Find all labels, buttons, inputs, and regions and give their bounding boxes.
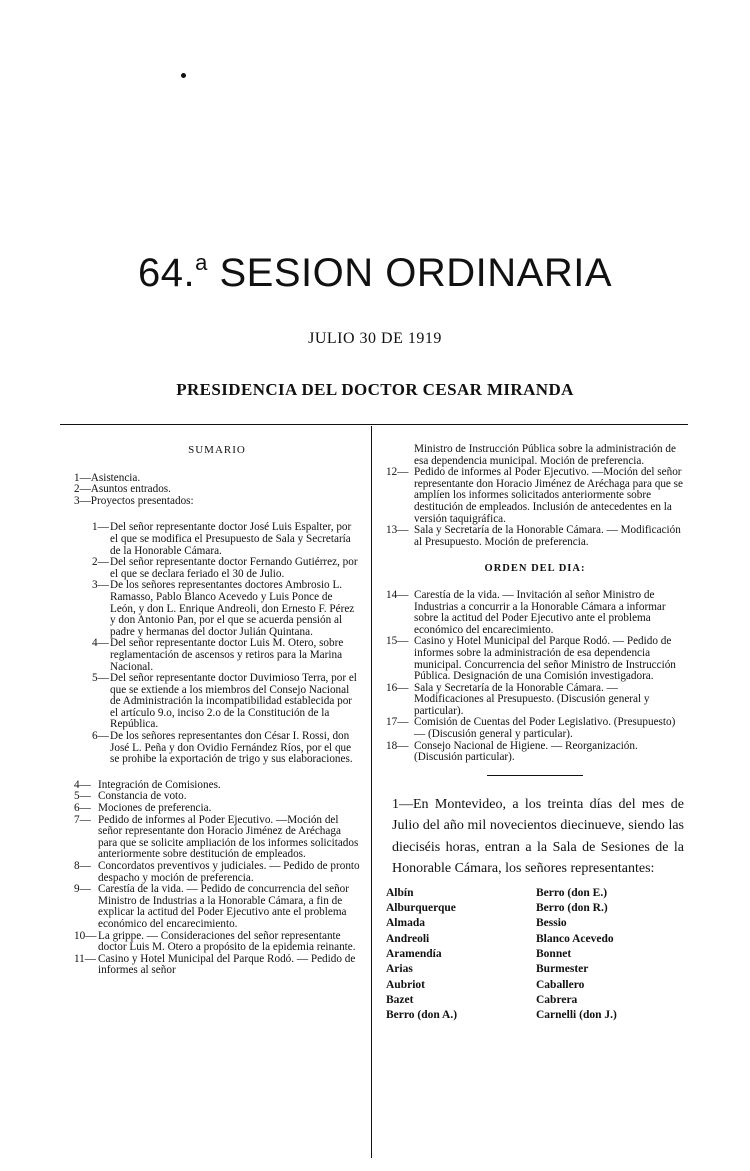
order-of-day-heading: ORDEN DEL DIA:	[484, 563, 586, 575]
session-title	[0, 250, 750, 296]
item-text: Mociones de preferencia.	[98, 802, 212, 815]
item-text: Comisión de Cuentas del Poder Legislativo. (Presupuesto) — (Discusión general y particular).	[414, 716, 676, 741]
attendee-name: Caballero	[536, 978, 585, 991]
order-of-day-list	[386, 590, 684, 764]
item-text: Casino y Hotel Municipal del Parque Rodó. — Pedido de informes sobre la administración de esa dependencia municipal. Concurrencia del señor Ministro de Instrucción Pública. Designación de una Comisión investigadora.	[414, 635, 676, 683]
order-item	[386, 590, 684, 636]
attendee-name: Bessio	[536, 917, 567, 930]
item-number: 12—	[386, 466, 409, 479]
order-item	[386, 683, 684, 718]
summary-item: 1—Asistencia.	[74, 471, 141, 484]
item-text: Del señor representante doctor Duvimioso Terra, por el que se extiende a los miembros del Consejo Nacional de Administración la incompatibilidad establecida por el artículo 9.o, inciso 2.o de la Constitución de la República.	[110, 672, 357, 731]
item-number: 9—	[74, 883, 91, 896]
attendee-name: Cabrera	[536, 993, 578, 1006]
project-item	[74, 580, 360, 638]
summary-item: 3—Proyectos presentados:	[74, 494, 194, 507]
item-text: Casino y Hotel Municipal del Parque Rodó. — Pedido de informes al señor	[98, 952, 356, 977]
attendee-name: Blanco Acevedo	[536, 932, 614, 945]
item-number: 16—	[386, 681, 409, 694]
summary-item	[386, 467, 684, 525]
attendee-name: Andreoli	[386, 932, 430, 945]
item-number: 15—	[386, 635, 409, 648]
attendee-name: Carnelli (don J.)	[536, 1009, 617, 1022]
summary-item	[74, 954, 360, 977]
item-text: Concordatos preventivos y judiciales. — Pedido de pronto despacho y moción de preferencia.	[98, 860, 360, 884]
attendee-name: Albín	[386, 886, 414, 899]
item-number: 6—	[92, 730, 109, 743]
project-item	[74, 522, 360, 557]
attendee-name: Bonnet	[536, 948, 572, 961]
item-text: Carestía de la vida. — Invitación al señor Ministro de Industrias a concurrir a la Honorable Cámara a informar sobre la actitud del Poder Ejecutivo ante el problema económico del encarecimiento.	[414, 588, 666, 636]
item-text: Pedido de informes al Poder Ejecutivo. —Moción del señor representante don Horacio Jiménez de Aréchaga para que se amplíen los informes solicitados anteriormente sobre destitución de empleados. Inclusión de antecedentes en la versión taquigráfica.	[414, 466, 683, 525]
item-text: Del señor representante doctor Fernando Gutiérrez, por el que se declara feriado el 30 de Julio.	[110, 556, 358, 580]
item-text: De los señores representantes don César I. Rossi, don José L. Peña y don Ovidio Fernández Ríos, por el que se prohibe la exportación de trigo y sus elaboraciones.	[110, 730, 353, 766]
summary-rest-list	[74, 780, 360, 977]
session-date: JULIO 30 DE 1919	[308, 330, 442, 347]
presidency-heading: PRESIDENCIA DEL DOCTOR CESAR MIRANDA	[176, 380, 574, 399]
item-number: 4—	[74, 778, 91, 791]
summary-top-list	[74, 473, 360, 508]
attendees-list	[386, 886, 684, 1024]
item-number: 7—	[74, 813, 91, 826]
summary-item	[386, 525, 684, 548]
summary-item	[74, 815, 360, 861]
summary-item	[74, 861, 360, 884]
summary-item	[74, 884, 360, 930]
project-item	[74, 638, 360, 673]
order-item	[386, 717, 684, 740]
attendee-name: Arias	[386, 963, 413, 976]
project-item	[74, 557, 360, 580]
item-number: 5—	[92, 672, 109, 685]
item-number: 11—	[74, 952, 96, 965]
header-rule	[60, 424, 688, 425]
attendee-name: Bazet	[386, 993, 414, 1006]
session-opening-paragraph: 1—En Montevideo, a los treinta días del mes de Julio del año mil novecientos diecinueve, siendo las dieciséis horas, entran a la Sala de Sesiones de la Honorable Cámara, los señores representantes:	[392, 796, 684, 877]
attendee-name: Berro (don E.)	[536, 886, 608, 899]
item-number: 4—	[92, 637, 109, 650]
attendee-name: Alburquerque	[386, 902, 456, 915]
summary-right-list	[386, 467, 684, 548]
project-item	[74, 673, 360, 731]
item-text: Pedido de informes al Poder Ejecutivo. —Moción del señor representante don Horacio Jiménez de Aréchaga para que se solicite ampliación de los informes solicitados anteriormente sobre destitución de empleados.	[98, 813, 359, 861]
item-text: La grippe. — Consideraciones del señor representante doctor Luis M. Otero a propósito de la epidemia reinante.	[98, 929, 356, 954]
item-number: 6—	[74, 802, 91, 815]
project-item	[74, 731, 360, 766]
item-number: 13—	[386, 524, 409, 537]
summary-right-column	[386, 444, 684, 1024]
item-text: Carestía de la vida. — Pedido de concurrencia del señor Ministro de Industrias a la Honorable Cámara, a fin de explicar la actitud del Poder Ejecutivo ante el problema económico del encarecimiento.	[98, 883, 350, 930]
item-text: Del señor representante doctor Luis M. Otero, sobre reglamentación de ascensos y retiros para la Marina Nacional.	[110, 637, 344, 673]
attendee-name: Berro (don R.)	[536, 902, 608, 915]
session-title-text: SESION ORDINARIA	[219, 251, 612, 295]
attendee-name: Aubriot	[386, 978, 425, 991]
order-item	[386, 636, 684, 682]
item-text: Consejo Nacional de Higiene. — Reorganización. (Discusión particular).	[414, 739, 638, 764]
column-divider	[371, 426, 372, 1158]
summary-continuation: Ministro de Instrucción Pública sobre la administración de esa dependencia municipal. Moción de preferencia.	[414, 443, 676, 467]
session-number-ordinal: a	[195, 250, 208, 275]
item-text: De los señores representantes doctores Ambrosio L. Ramasso, Pablo Blanco Acevedo y Luis Ponce de León, y don L. Enrique Andreoli, don Ernesto F. Pérez y don Antonio Pan, por el que se acuerda pensión al padre y hermanas del doctor Julián Quintana.	[110, 579, 355, 638]
order-item	[386, 741, 684, 764]
item-text: Sala y Secretaría de la Honorable Cámara. — Modificaciones al Presupuesto. (Discusión general y particular).	[414, 681, 650, 717]
item-number: 10—	[74, 929, 97, 942]
item-number: 2—	[92, 556, 109, 569]
item-text: Del señor representante doctor José Luis Espalter, por el que se modifica el Presupuesto de Sala y Secretaría de la Honorable Cámara.	[110, 521, 352, 557]
item-text: Integración de Comisiones.	[98, 778, 221, 791]
attendee-name: Burmester	[536, 963, 589, 976]
item-number: 17—	[386, 716, 409, 729]
summary-item: 2—Asuntos entrados.	[74, 483, 171, 496]
summary-item	[74, 931, 360, 954]
attendee-name: Almada	[386, 917, 425, 930]
ink-speck	[181, 73, 186, 78]
item-number: 18—	[386, 739, 409, 752]
session-number: 64.	[138, 251, 196, 295]
item-number: 5—	[74, 790, 91, 803]
attendee-name: Aramendía	[386, 948, 442, 961]
item-number: 3—	[92, 579, 109, 592]
attendee-name: Berro (don A.)	[386, 1009, 458, 1022]
projects-list	[74, 522, 360, 765]
item-number: 8—	[74, 860, 91, 872]
item-number: 14—	[386, 588, 409, 601]
summary-heading: SUMARIO	[188, 444, 246, 456]
section-rule	[487, 775, 583, 776]
summary-left-column	[74, 445, 360, 977]
item-text: Sala y Secretaría de la Honorable Cámara. — Modificación al Presupuesto. Moción de preferencia.	[414, 524, 681, 548]
item-text: Constancia de voto.	[98, 790, 187, 803]
item-number: 1—	[92, 521, 109, 534]
